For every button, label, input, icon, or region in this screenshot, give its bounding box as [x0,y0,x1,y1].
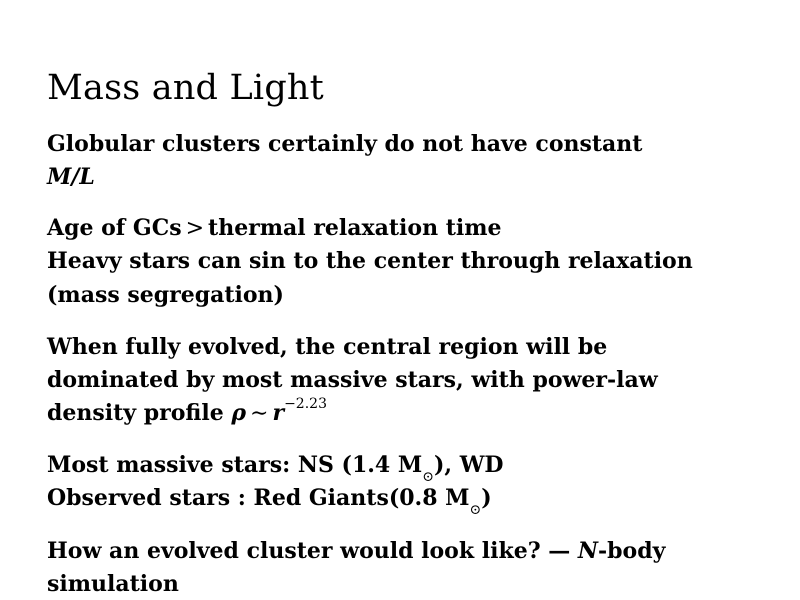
para2-line1 [47,213,502,244]
para2-line1-pre: Age of GCs [47,215,182,241]
slide [47,0,767,600]
para3-line1: When fully evolved, the central region will be [47,334,608,360]
para3-line3-pre: density profile [47,400,224,426]
para2-line3: (mass segregation) [47,282,284,308]
para2-line1-post: thermal relaxation time [208,215,502,241]
para1-line2 [47,162,95,192]
sun-symbol: ⊙ [422,469,434,486]
math-N: N [577,538,599,564]
para4-line2-post: ) [481,485,492,511]
math-M: M [47,164,72,190]
math-sim: ∼ [250,401,269,426]
para5-line1-pre: How an evolved cluster would look like? — [47,538,578,564]
math-r: r [272,400,285,426]
para5-line1 [47,536,665,566]
para1-line1: Globular clusters certainly do not have constant [47,131,643,157]
math-slash: / [71,164,80,190]
math-exponent: −2.23 [284,395,327,412]
para4-line1-pre: Most massive stars: NS (1.4 M [47,452,423,478]
para5-line1-post: -body [598,538,666,564]
slide-title: Mass and Light [47,68,324,108]
para5-line2: simulation [47,571,179,597]
para2-line2: Heavy stars can sin to the center through relaxation [47,248,693,274]
math-L: L [79,164,95,190]
math-greater-than: > [185,216,205,241]
para4-line2 [47,483,492,519]
para4-line1-post: ), WD [433,452,504,478]
para3-line3 [47,395,327,429]
sun-symbol: ⊙ [469,502,482,519]
para3-line2: dominated by most massive stars, with power-law [47,367,658,393]
para4-line1 [47,450,504,486]
para4-line2-pre: Observed stars : Red Giants(0.8 M [47,485,470,511]
math-rho: ρ [231,400,247,426]
